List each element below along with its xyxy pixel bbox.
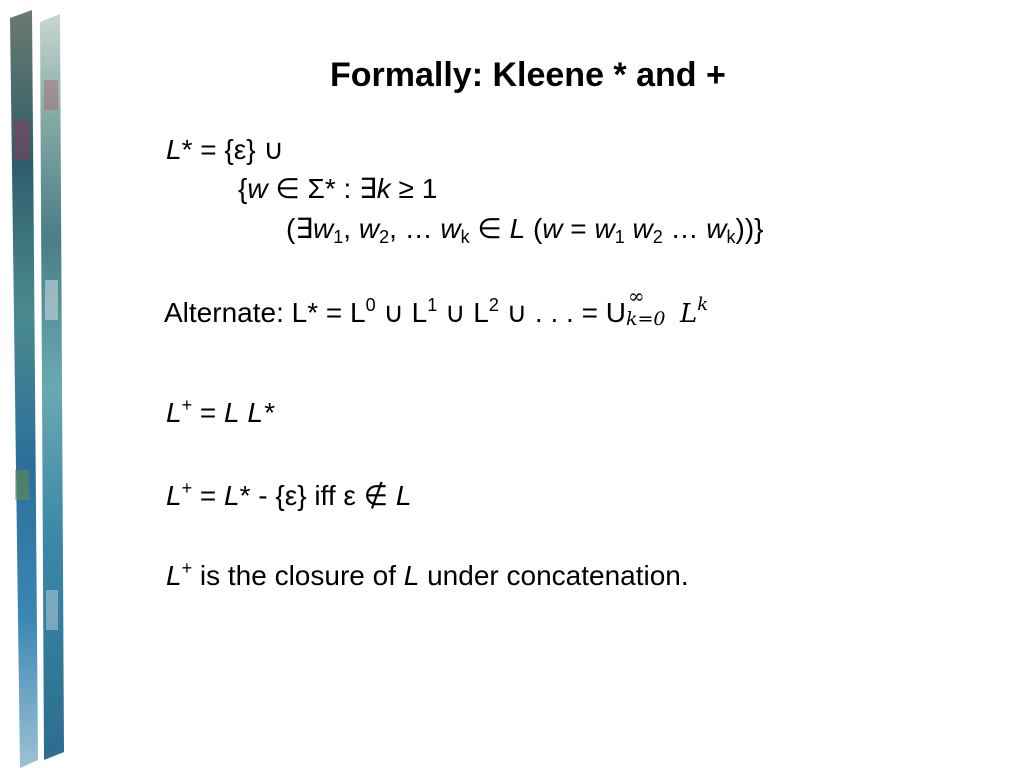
- lower-limit: k=0: [625, 308, 666, 330]
- symbol-L: L: [247, 397, 263, 428]
- comma: ,: [343, 213, 359, 244]
- paren-open: (: [525, 213, 543, 244]
- in-sigma-star: ∈ Σ* : ∃: [267, 173, 377, 204]
- superscript-1: 1: [427, 295, 438, 315]
- symbol-L: L: [166, 397, 182, 428]
- symbol-L: L: [166, 134, 182, 165]
- alternate-definition: [164, 284, 709, 330]
- symbol-L: L: [403, 560, 420, 591]
- kleene-star-definition-line1: [166, 133, 284, 166]
- equals: =: [192, 480, 225, 511]
- symbol-L: L: [166, 480, 182, 511]
- closure-statement: [166, 560, 689, 592]
- closure-text-2: under concatenation.: [419, 560, 689, 591]
- symbol-L: L: [166, 560, 182, 591]
- ellipsis: …: [662, 213, 707, 244]
- alternate-label: Alternate: L* = L: [164, 297, 366, 328]
- symbol-w2: w: [358, 213, 380, 244]
- decorative-strip: [0, 0, 80, 768]
- subscript-2: 2: [652, 227, 663, 247]
- subscript-1: 1: [614, 227, 625, 247]
- symbol-w1: w: [313, 213, 334, 244]
- math-L-power-k: [679, 294, 709, 329]
- slide-title: Formally: Kleene * and +: [330, 56, 726, 94]
- closure-text-1: is the closure of: [192, 560, 404, 591]
- kleene-star-definition-line2: [238, 172, 437, 205]
- superscript-0: 0: [365, 295, 376, 315]
- subscript-2: 2: [379, 227, 390, 247]
- symbol-L: L: [509, 213, 526, 244]
- symbol-L: L: [395, 480, 412, 511]
- ge-one: ≥ 1: [390, 173, 438, 204]
- superscript-2: 2: [488, 295, 499, 315]
- kleene-star-definition-line3: [286, 212, 764, 245]
- symbol-L: L: [224, 397, 240, 428]
- symbol-wk: w: [440, 213, 461, 244]
- equals: =: [192, 397, 225, 428]
- symbol-L: L: [224, 480, 240, 511]
- union-ellipsis-equals-U: ∪ . . . = U: [498, 297, 626, 328]
- star: *: [262, 397, 274, 428]
- closing-brackets: ))}: [735, 213, 764, 244]
- superscript-k: k: [697, 294, 709, 315]
- minus-epsilon-iff: * - {ε} iff ε ∉: [239, 480, 396, 511]
- ellipsis: , …: [389, 213, 441, 244]
- union-L: ∪ L: [437, 297, 489, 328]
- superscript-plus: +: [181, 478, 193, 498]
- def-line1-rest: * = {ε} ∪: [181, 134, 284, 165]
- union-L: ∪ L: [375, 297, 428, 328]
- upper-limit-infinity: ∞: [627, 284, 645, 308]
- superscript-plus: +: [181, 558, 193, 578]
- symbol-w: w: [247, 173, 268, 204]
- subscript-k: k: [726, 227, 736, 247]
- symbol-w: w: [542, 213, 563, 244]
- brace-open: {: [238, 173, 248, 204]
- kleene-plus-minus-epsilon: [166, 479, 411, 512]
- symbol-wk: w: [706, 213, 727, 244]
- union-limits: [625, 284, 680, 330]
- element-of: ∈: [469, 213, 510, 244]
- subscript-1: 1: [333, 227, 344, 247]
- exists-open: (∃: [286, 213, 314, 244]
- symbol-k: k: [376, 173, 391, 204]
- symbol-w1: w: [594, 213, 615, 244]
- symbol-w2: w: [632, 213, 653, 244]
- superscript-plus: +: [181, 395, 193, 415]
- symbol-L: L: [679, 299, 698, 329]
- kleene-plus-definition: [166, 397, 274, 429]
- subscript-k: k: [460, 227, 470, 247]
- equals: =: [562, 213, 595, 244]
